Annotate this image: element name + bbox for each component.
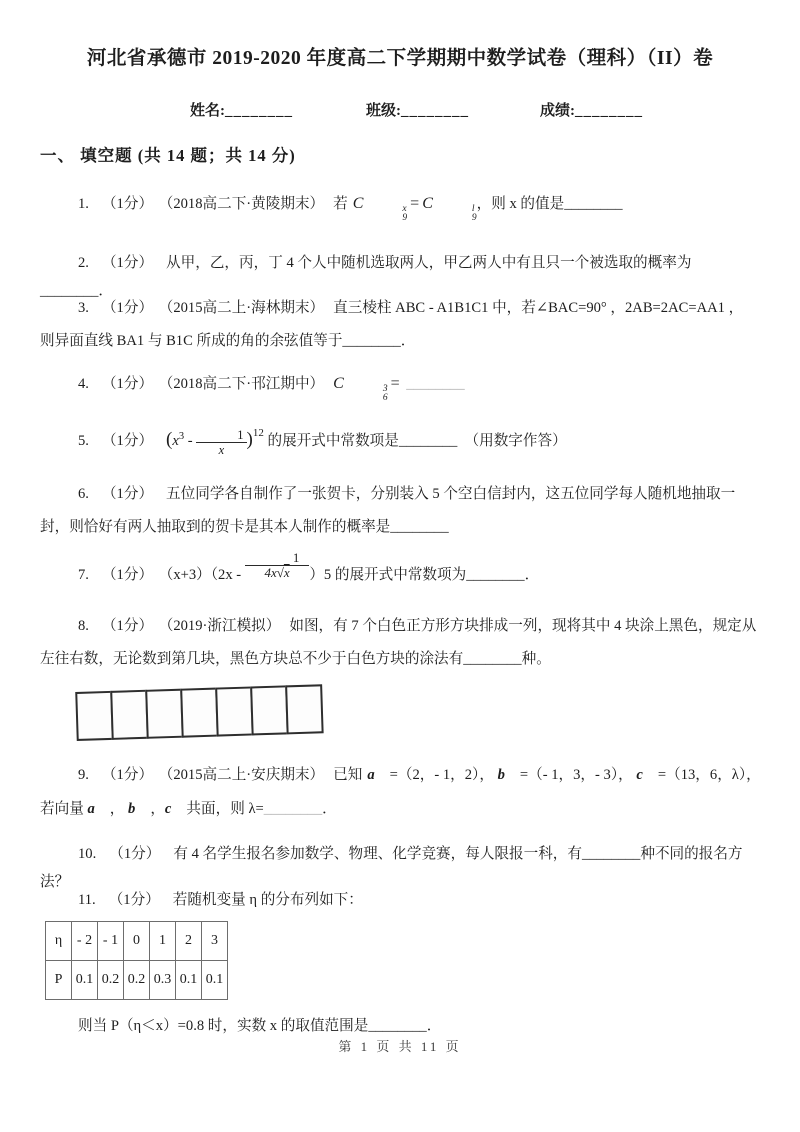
minus-sign: - [184,433,197,449]
math-exponent: 12 [252,427,264,439]
question-5 [40,416,764,458]
score-blank: ________ [575,103,643,119]
math-part: C [422,195,433,212]
answer-blank: ________ [406,376,465,392]
question-number: 6. [78,486,89,502]
fraction [196,428,246,457]
vector-c: c⃗ [636,767,655,783]
name-field [190,99,293,120]
question-text: 则当 P（η＜x）=0.8 时，实数 x 的取值范围是________． [78,1018,442,1034]
page-footer: 第 1 页 共 11 页 [338,1039,462,1054]
question-number: 11. [78,892,96,908]
table-cell: 0.3 [150,961,176,1000]
question-score: （1分） [101,433,154,449]
question-number: 7. [78,567,89,583]
table-cell: 0.2 [124,961,150,1000]
question-text: =（2，- 1，2）， [386,767,494,783]
page-title: 河北省承德市 2019-2020 年度高二下学期期中数学试卷（理科）（II）卷 [86,48,714,69]
math-sub: 9 [402,212,408,223]
table-cell: 0.1 [72,961,98,1000]
question-source: （2019·浙江模拟） [166,618,281,634]
math-sup: 3 [382,384,388,394]
question-4 [40,370,764,402]
fraction-numerator: 1 [196,428,246,443]
question-text: ． [322,801,337,817]
math-sub: 6 [382,392,388,403]
question-3 [40,292,764,358]
table-cell: 0.1 [176,961,202,1000]
math-part: C [352,195,364,212]
vector-b: b⃗ [128,801,147,817]
white-square [75,691,114,741]
table-cell: P [46,961,72,1000]
question-text: 如图，有 7 个白色正方形方块排成一列，现将其中 4 块涂上黑色，规定从左往右数，无论数到第几块，黑色方块总不少于白色方块的涂法有________种。 [40,618,757,667]
vector-b: b⃗ [497,767,517,783]
table-cell: 0.1 [202,961,228,1000]
table-cell: 1 [150,922,176,961]
math-sup: 3 [178,431,185,443]
fraction-denominator [264,565,289,580]
question-score: （1分） [101,376,154,392]
name-label: 姓名: [190,103,225,119]
table-cell: 2 [176,922,202,961]
question-source: （2015高二上·海林期末） [166,300,325,316]
question-text: ，则 x 的值是________ [476,196,623,212]
question-source: （2018高二下·黄陵期末） [166,196,325,212]
math-sup: x [402,204,407,214]
question-number: 4. [78,376,89,392]
class-blank: ________ [401,103,469,119]
white-square [215,686,254,736]
combination-equation [352,195,477,223]
question-text: 从甲，乙，丙，丁 4 个人中随机选取两人，甲乙两人中有且只一个被选取的概率为________． [40,255,692,299]
open-paren: ( [166,429,173,450]
equals-sign: = [390,375,400,392]
answer-blank: ________ [263,801,323,817]
math-part: x [172,433,179,449]
question-9 [40,758,764,826]
question-text: 的展开式中常数项是________ （用数字作答） [267,433,567,449]
math-scripts [434,205,477,222]
question-text: =（13，6，λ）， [654,767,761,783]
question-number: 5. [78,433,89,449]
math-sup: l [471,204,475,214]
vector-c: c⃗ [164,801,183,817]
question-text: ）5 的展开式中常数项为________． [309,567,540,583]
binomial-expression [166,427,264,457]
question-text: （x+3）（2x - [166,567,245,583]
combination-equation [333,375,402,403]
table-row-eta [46,922,228,961]
question-6 [40,478,764,544]
question-source: （2018高二下·邗江期中） [166,376,325,392]
white-square [285,684,324,734]
table-cell: - 1 [98,922,124,961]
question-number: 8. [78,618,89,634]
question-11 [40,886,764,914]
question-text: 有 4 名学生报名参加数学、物理、化学竞赛，每人限报一科，有________种不同的报名方法？ [40,846,743,890]
distribution-table [45,921,228,1000]
white-square [145,689,184,739]
question-text: 若向量 [40,801,84,817]
radical-sign: √ [276,565,284,580]
radicand: x [283,565,290,580]
question-text: 若 [333,196,348,212]
question-score: （1分） [108,892,160,908]
question-score: （1分） [101,618,154,634]
question-score: （1分） [109,846,161,862]
table-cell: 0 [124,922,150,961]
math-sub: 9 [471,212,477,223]
question-number: 1. [78,196,89,212]
fraction-denominator: x [218,443,225,457]
question-text: 直三棱柱 ABC - A1B1C1 中，若∠BAC=90° ，2AB=2AC=AA1 ， 则异面直线 BA1 与 B1C 所成的角的余弦值等于________． [40,300,751,349]
question-text: 已知 [333,767,363,783]
question-score: （1分） [101,767,154,783]
question-1 [40,190,764,222]
vector-a: a⃗ [367,767,386,783]
question-7 [40,551,764,596]
score-field [540,99,643,120]
fraction [245,551,310,580]
vector-a: a⃗ [87,801,107,817]
question-text: =（- 1，3，- 3）， [516,767,633,783]
white-square [250,685,289,735]
question-score: （1分） [101,255,154,271]
equals-sign: = [410,195,420,212]
math-part: 4x [264,565,277,580]
math-scripts [345,385,388,402]
question-number: 2. [78,255,89,271]
question-score: （1分） [101,486,154,502]
question-number: 3. [78,300,89,316]
table-cell: η [46,922,72,961]
question-text: 若随机变量 η 的分布列如下： [172,892,363,908]
question-8 [40,610,764,676]
question-source: （2015高二上·安庆期末） [166,767,325,783]
fraction-numerator: 1 [245,551,310,566]
math-scripts [364,205,407,222]
class-field [366,99,469,120]
class-label: 班级: [366,103,401,119]
white-square [180,688,219,738]
squares-row [75,684,323,741]
question-score: （1分） [101,567,154,583]
question-number: 9. [78,767,89,783]
score-label: 成绩: [540,103,575,119]
question-score: （1分） [101,196,154,212]
white-square [110,690,149,740]
squares-figure [75,684,323,741]
section-heading: 一、 填空题 (共 14 题；共 14 分) [40,146,296,165]
question-number: 10. [78,846,97,862]
question-text: ， [146,801,165,817]
table-row-p [46,961,228,1000]
question-text: 五位同学各自制作了一张贺卡，分别装入 5 个空白信封内，这五位同学每人随机地抽取一封，则恰好有两人抽取到的贺卡是其本人制作的概率是________ [40,486,736,535]
close-paren: ) [246,429,253,450]
math-part: C [333,375,344,392]
table-cell: 0.2 [98,961,124,1000]
name-blank: ________ [225,103,293,119]
table-cell: - 2 [72,922,98,961]
question-text: 共面，则 λ= [182,801,264,817]
question-text: ， [106,801,129,817]
table-cell: 3 [202,922,228,961]
question-score: （1分） [101,300,154,316]
